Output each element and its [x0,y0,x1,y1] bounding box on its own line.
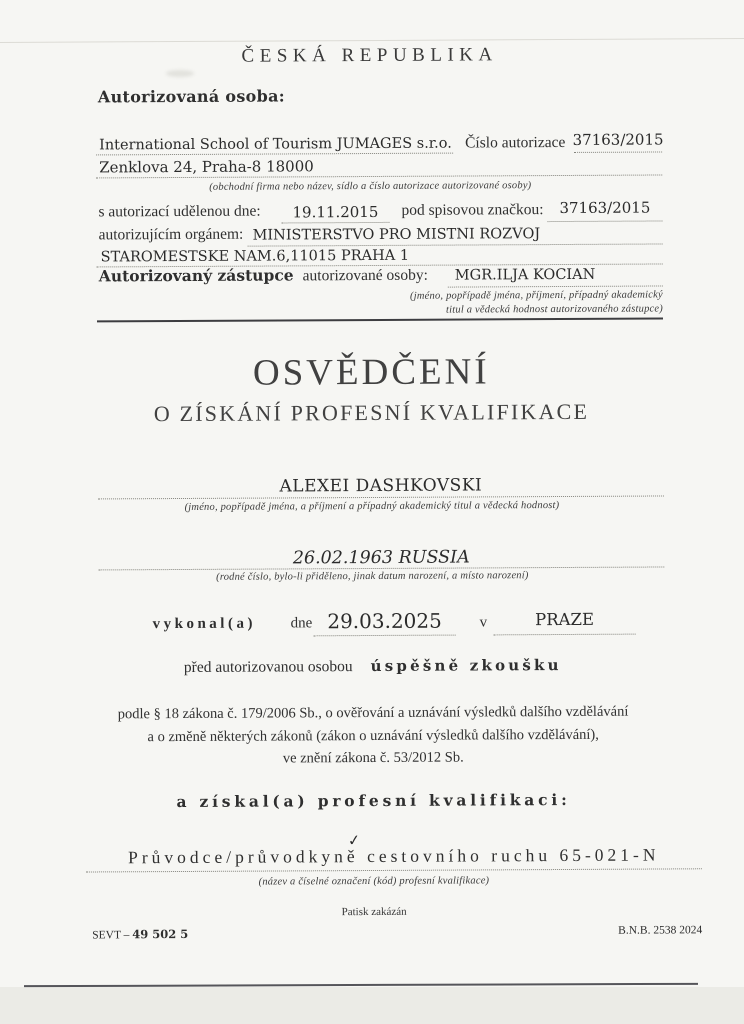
holder-name-value: ALEXEI DASHKOVSKI [279,475,483,497]
authority-value: MINISTERSTVO PRO MISTNI ROZVOJ [252,226,541,244]
legal-paragraph [1,700,744,771]
qualification-part2: cestovního ruchu 65-021-N [358,844,660,867]
scan-bottom-strip [0,987,744,1024]
representative-label-bold: Autorizovaný zástupce [98,265,294,286]
auth-number-label: Číslo autorizace [465,133,566,152]
country-title: ČESKÁ REPUBLIKA [241,44,498,67]
sevt-prefix: SEVT – [92,929,133,942]
holder-name-line [98,468,664,499]
representative-caption-line2: titul a vědecká hodnost autorizovaného zástupce) [445,302,663,316]
auth-number-line [574,124,662,152]
footer-right-code: B.N.B. 2538 2024 [618,924,703,937]
dne-label: dne [290,615,313,632]
qualification-accent-char [346,830,366,870]
org-address-value: Zenklova 24, Praha-8 18000 [99,157,314,177]
certificate-subtitle: O ZÍSKÁNÍ PROFESNÍ KVALIFIKACE [153,398,590,427]
v-label: v [479,614,488,631]
qualification-caption: (název a číselné označení (kód) profesní kvalifikace) [258,875,490,888]
file-ref-value: 37163/2015 [559,198,651,218]
gained-qualification-heading: a získal(a) profesní kvalifikaci: [176,789,571,812]
birth-value: 26.02.1963 RUSSIA [292,547,470,569]
granted-date-value: 19.11.2015 [292,202,379,222]
authority-label: autorizujícím orgánem: [98,225,244,244]
legal-line-3: ve znění zákona č. 53/2012 Sb. [282,749,464,767]
exam-date-line [313,604,455,637]
birth-caption: (rodné číslo, bylo-li přiděleno, jinak datum narození, a místo narození) [216,570,529,583]
handwritten-check-icon: ✓ [346,830,366,850]
representative-value: MGR.ILJA KOCIAN [454,266,596,284]
granted-date-line [281,198,389,224]
authorized-person-heading: Autorizovaná osoba: [97,86,285,107]
sevt-code: 49 502 5 [132,926,189,942]
legal-line-2: a o změně některých zákonů (zákon o uznávání výsledků dalšího vzdělávání), [147,726,599,745]
representative-caption-line1: (jméno, popřípadě jména, příjmení, případný akademický [410,289,663,302]
representative-caption [299,288,663,317]
certificate-title: OSVĚDČENÍ [252,351,490,394]
org-name-line [96,130,453,156]
reprint-note: Patisk zakázán [341,905,407,919]
representative-labels [99,265,428,287]
footer-left-code [92,927,188,942]
authority-address-value: STAROMESTSKE NAM.6,11015 PRAHA 1 [100,247,410,266]
result-text: úspěšně zkoušku [370,656,562,676]
before-person-text: před autorizovanou osobou [183,658,353,676]
org-caption: (obchodní firma nebo název, sídlo a číslo autorizace autorizované osoby) [209,180,532,193]
representative-line [448,260,663,287]
section-divider [97,317,663,322]
exam-place-value: PRAZE [535,609,595,630]
org-name-value: International School of Tourism JUMAGES s.r.o. [99,135,452,154]
qualification-line [86,830,702,872]
exam-result-row [1,655,744,678]
file-ref-line [547,192,662,222]
auth-number-value: 37163/2015 [572,130,664,149]
legal-line-1: podle § 18 zákona č. 179/2006 Sb., o ověřování a uznávání výsledků dalšího vzdělávání [117,703,629,723]
birth-line [98,538,664,570]
org-address-line [96,151,662,178]
holder-name-caption: (jméno, popřípadě jména, a příjmení a případný akademický titul a vědecká hodnost) [184,500,560,513]
granted-label: s autorizací udělenou dne: [98,202,261,221]
exam-date-value: 29.03.2025 [327,608,442,634]
file-ref-label: pod spisovou značkou: [401,201,544,219]
performed-label: vykonal(a) [152,615,256,633]
representative-label-rest: autorizované osoby: [302,266,428,285]
exam-place-line [493,605,635,636]
qualification-part1: Průvodce/průvodkyn [128,846,347,868]
accent-char-glyph: ě [346,846,359,867]
